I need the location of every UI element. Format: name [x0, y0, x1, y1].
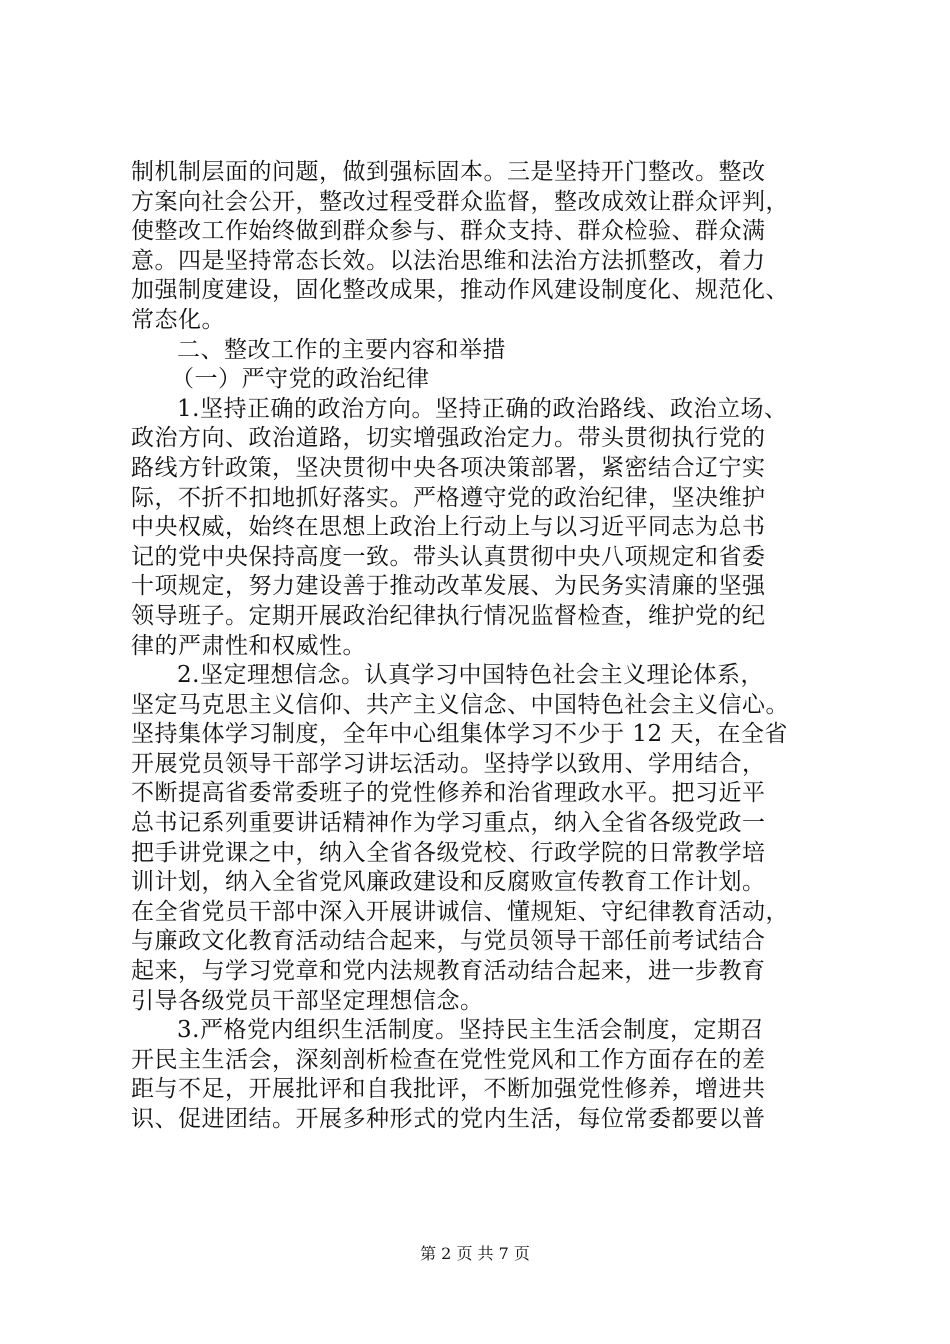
- text-line: 际，不折不扣地抓好落实。严格遵守党的政治纪律，坚决维护: [131, 484, 766, 511]
- text-line: 十项规定，努力建设善于推动改革发展、为民务实清廉的坚强: [131, 573, 766, 600]
- text-line: 训计划，纳入全省党风廉政建设和反腐败宣传教育工作计划。: [131, 869, 766, 896]
- paragraph-start-line: 3.严格党内组织生活制度。坚持民主生活会制度，定期召: [177, 1017, 764, 1044]
- text-line: 开民主生活会，深刻剖析检查在党性党风和工作方面存在的差: [131, 1046, 766, 1073]
- paragraph-start-line: 2.坚定理想信念。认真学习中国特色社会主义理论体系，: [177, 662, 764, 689]
- text-line: 坚持集体学习制度，全年中心组集体学习不少于 12 天，在全省: [131, 721, 788, 748]
- paragraph-start-line: 1.坚持正确的政治方向。坚持正确的政治路线、政治立场、: [177, 395, 788, 422]
- text-line: 把手讲党课之中，纳入全省各级党校、行政学院的日常教学培: [131, 839, 766, 866]
- text-line: 路线方针政策，坚决贯彻中央各项决策部署，紧密结合辽宁实: [131, 454, 766, 481]
- text-line: 常态化。: [131, 306, 225, 333]
- text-line: 意。四是坚持常态长效。以法治思维和法治方法抓整改，着力: [131, 247, 766, 274]
- text-line: 领导班子。定期开展政治纪律执行情况监督检查，维护党的纪: [131, 602, 766, 629]
- section-heading: 二、整改工作的主要内容和举措: [177, 336, 506, 363]
- text-line: 记的党中央保持高度一致。带头认真贯彻中央八项规定和省委: [131, 543, 766, 570]
- text-line: 与廉政文化教育活动结合起来，与党员领导干部任前考试结合: [131, 928, 766, 955]
- text-line: 不断提高省委常委班子的党性修养和治省理政水平。把习近平: [131, 780, 766, 807]
- text-line: 律的严肃性和权威性。: [131, 632, 366, 659]
- page-number-footer: 第 2 页 共 7 页: [420, 1244, 530, 1263]
- text-line: 在全省党员干部中深入开展讲诚信、懂规矩、守纪律教育活动，: [131, 898, 789, 925]
- text-line: 政治方向、政治道路，切实增强政治定力。带头贯彻执行党的: [131, 425, 766, 452]
- text-line: 引导各级党员干部坚定理想信念。: [131, 987, 484, 1014]
- body-text: [131, 158, 831, 1135]
- text-line: 起来，与学习党章和党内法规教育活动结合起来，进一步教育: [131, 958, 766, 985]
- text-line: 方案向社会公开，整改过程受群众监督，整改成效让群众评判，: [131, 188, 789, 215]
- text-line: 距与不足，开展批评和自我批评，不断加强党性修养，增进共: [131, 1076, 766, 1103]
- text-line: 使整改工作始终做到群众参与、群众支持、群众检验、群众满: [131, 218, 766, 245]
- subsection-heading: （一）严守党的政治纪律: [171, 366, 430, 393]
- text-line: 加强制度建设，固化整改成果，推动作风建设制度化、规范化、: [131, 277, 789, 304]
- text-line: 开展党员领导干部学习讲坛活动。坚持学以致用、学用结合，: [131, 750, 766, 777]
- text-line: 中央权威，始终在思想上政治上行动上与以习近平同志为总书: [131, 514, 766, 541]
- text-line: 识、促进团结。开展多种形式的党内生活，每位常委都要以普: [131, 1106, 766, 1132]
- text-line: 制机制层面的问题，做到强标固本。三是坚持开门整改。整改: [131, 159, 766, 185]
- text-line: 坚定马克思主义信仰、共产主义信念、中国特色社会主义信心。: [131, 691, 789, 718]
- text-line: 总书记系列重要讲话精神作为学习重点，纳入全省各级党政一: [131, 810, 766, 837]
